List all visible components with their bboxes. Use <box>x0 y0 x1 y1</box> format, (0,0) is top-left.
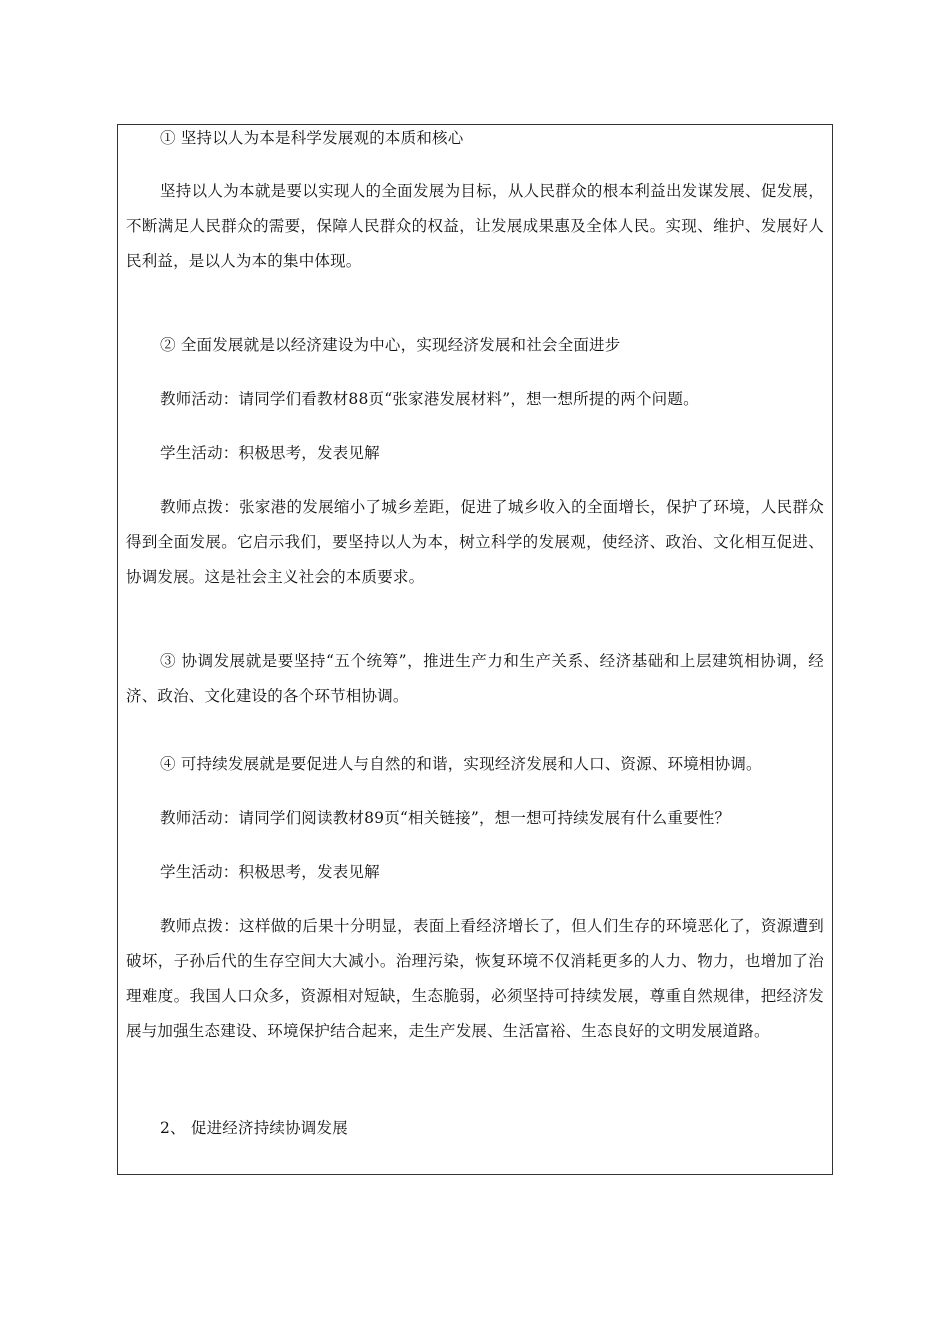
teacher-activity-1: 教师活动：请同学们看教材88页“张家港发展材料”，想一想所提的两个问题。 <box>160 390 699 408</box>
point-1-body: 坚持以人为本就是要以实现人的全面发展为目标，从人民群众的根本利益出发谋发展、促发展，不断满足人民群众的需要，保障人民群众的权益，让发展成果惠及全体人民。实现、维护、发展好人民利益，是以人为本的集中体现。 <box>126 182 824 270</box>
student-activity-1: 学生活动：积极思考，发表见解 <box>160 444 380 462</box>
student-activity-2: 学生活动：积极思考，发表见解 <box>160 863 380 881</box>
teacher-guidance-1: 教师点拨：张家港的发展缩小了城乡差距，促进了城乡收入的全面增长，保护了环境，人民群众得到全面发展。它启示我们，要坚持以人为本，树立科学的发展观，使经济、政治、文化相互促进、协调发展。这是社会主义社会的本质要求。 <box>126 498 824 586</box>
section-2-heading: 2、 促进经济持续协调发展 <box>160 1119 348 1137</box>
point-4-heading: ④ 可持续发展就是要促进人与自然的和谐，实现经济发展和人口、资源、环境相协调。 <box>160 755 762 773</box>
point-3-heading: ③ 协调发展就是要坚持“五个统筹”，推进生产力和生产关系、经济基础和上层建筑相协调，经济、政治、文化建设的各个环节相协调。 <box>126 652 824 705</box>
teacher-guidance-2: 教师点拨：这样做的后果十分明显，表面上看经济增长了，但人们生存的环境恶化了，资源遭到破坏，子孙后代的生存空间大大减小。治理污染，恢复环境不仅消耗更多的人力、物力，也增加了治理难度。我国人口众多，资源相对短缺，生态脆弱，必须坚持可持续发展，尊重自然规律，把经济发展与加强生态建设、环境保护结合起来，走生产发展、生活富裕、生态良好的文明发展道路。 <box>126 917 824 1040</box>
point-2-heading: ② 全面发展就是以经济建设为中心，实现经济发展和社会全面进步 <box>160 336 621 354</box>
teacher-activity-2: 教师活动：请同学们阅读教材89页“相关链接”，想一想可持续发展有什么重要性？ <box>160 809 731 827</box>
lesson-table-cell <box>117 124 833 1175</box>
point-1-heading: ① 坚持以人为本是科学发展观的本质和核心 <box>160 129 464 147</box>
